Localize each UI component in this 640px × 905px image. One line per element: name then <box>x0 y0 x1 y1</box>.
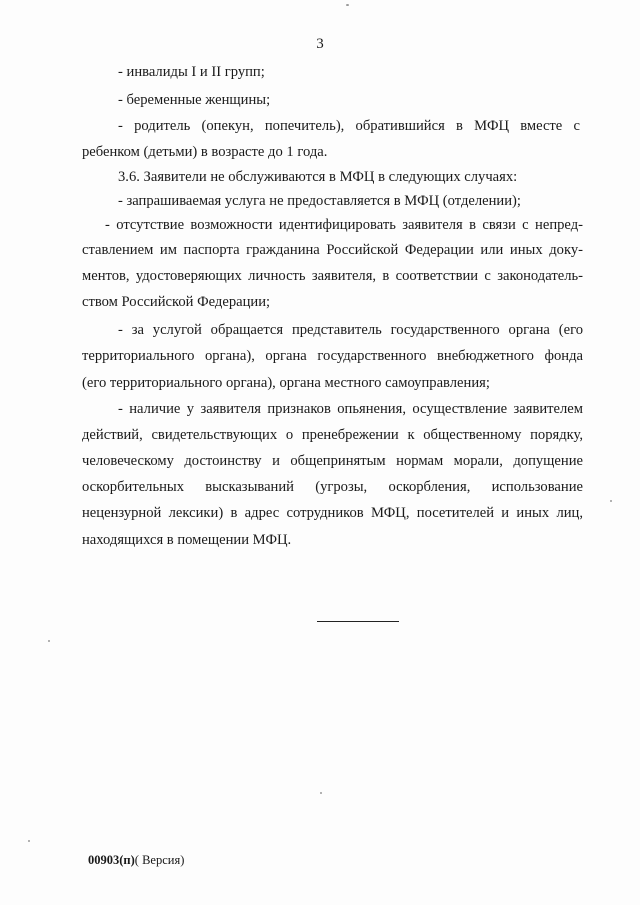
list-item-identification-line-3: ментов, удостоверяющих личность заявителя, в соответствии с законодатель- <box>82 268 583 284</box>
list-item-intoxication: - наличие у заявителя признаков опьянения, осуществление заявителем <box>118 401 583 417</box>
list-item-disabled-groups: - инвалиды I и II групп; <box>118 64 265 80</box>
page-number: 3 <box>316 36 324 52</box>
footer-document-code <box>88 853 184 868</box>
list-item-intoxication-line-3: человеческому достоинству и общепринятым нормам морали, допущение <box>82 453 583 469</box>
scan-speck <box>346 4 349 6</box>
list-item-identification-line-4: ством Российской Федерации; <box>82 294 271 310</box>
list-item-intoxication-line-6: находящихся в помещении МФЦ. <box>82 532 292 548</box>
list-item-intoxication-line-5: нецензурной лексики) в адрес сотрудников МФЦ, посетителей и иных лиц, <box>82 505 583 521</box>
list-item-service-not-provided: - запрашиваемая услуга не предоставляется в МФЦ (отделении); <box>118 193 521 209</box>
footer-code-number: 00903(п) <box>88 853 135 867</box>
scan-speck <box>320 792 322 794</box>
list-item-intoxication-line-4: оскорбительных высказываний (угрозы, оскорбления, использование <box>82 479 583 495</box>
list-item-state-representative-line-2: территориального органа), органа государственного внебюджетного фонда <box>82 348 583 364</box>
scan-speck <box>48 640 50 642</box>
section-3-6-heading: 3.6. Заявители не обслуживаются в МФЦ в следующих случаях: <box>118 169 518 185</box>
list-item-intoxication-line-2: действий, свидетельствующих о пренебрежении к общественному порядку, <box>82 427 583 443</box>
list-item-parent-continued: ребенком (детьми) в возрасте до 1 года. <box>82 144 328 160</box>
list-item-parent: - родитель (опекун, попечитель), обратившийся в МФЦ вместе с <box>118 118 580 134</box>
list-item-state-representative-line-3: (его территориального органа), органа местного самоуправления; <box>82 375 490 391</box>
end-separator-line <box>317 621 399 622</box>
list-item-identification: - отсутствие возможности идентифицировать заявителя в связи с непред- <box>105 217 583 233</box>
list-item-pregnant-women: - беременные женщины; <box>118 92 271 108</box>
scan-speck <box>610 500 612 502</box>
footer-code-version: ( Версия) <box>134 853 185 867</box>
list-item-state-representative: - за услугой обращается представитель государственного органа (его <box>118 322 583 338</box>
list-item-identification-line-2: ставлением им паспорта гражданина Российской Федерации или иных доку- <box>82 242 583 258</box>
scan-speck <box>28 840 30 842</box>
